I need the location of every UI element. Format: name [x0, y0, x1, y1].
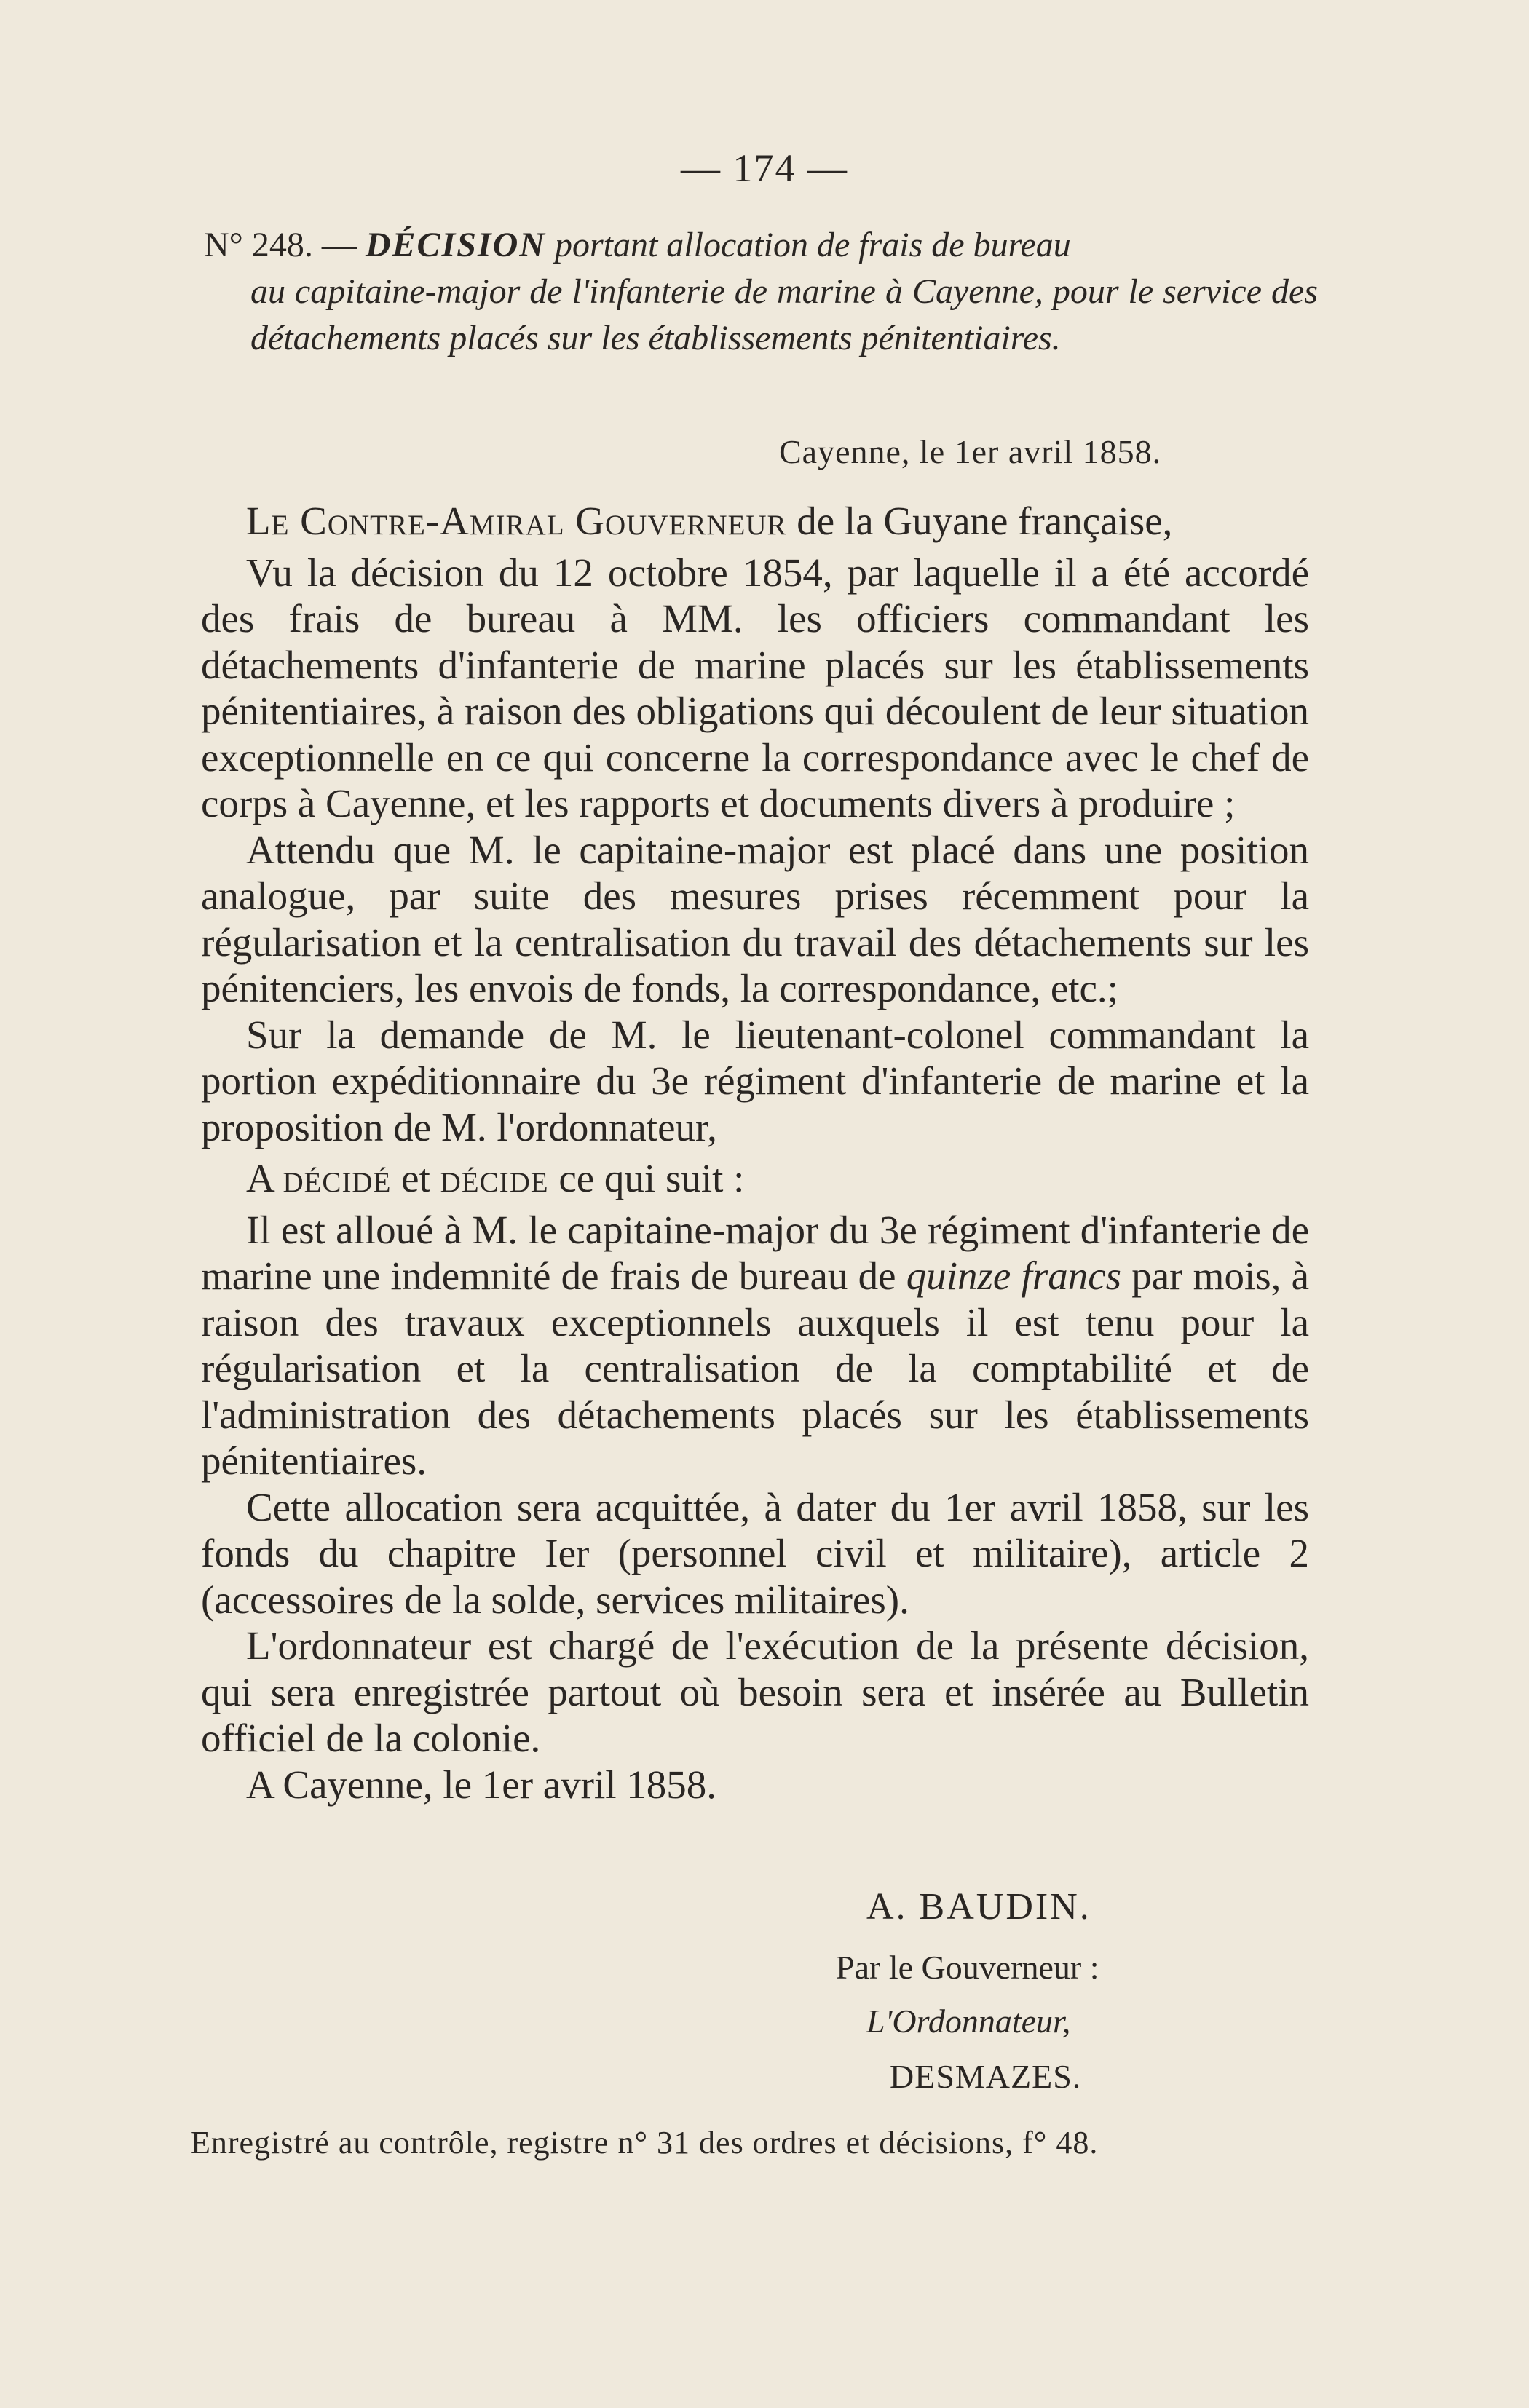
paragraph-demande: Sur la demande de M. le lieutenant-colonel commandant la portion expéditionnaire du 3e régiment d'infanterie de marine et la proposition de M. l'ordonnateur,	[201, 1012, 1309, 1149]
signature-role: L'Ordonnateur,	[866, 2003, 1071, 2040]
paragraph-place-date: A Cayenne, le 1er avril 1858.	[246, 1762, 717, 1807]
decide-rest: ce qui suit :	[558, 1156, 745, 1200]
decision-body	[201, 498, 1309, 1807]
dateline: Cayenne, le 1er avril 1858.	[779, 433, 1162, 470]
decide-word1: décidé	[283, 1156, 392, 1200]
decision-keyword: DÉCISION	[365, 226, 546, 264]
decision-title-rest: au capitaine-major de l'infanterie de marine à Cayenne, pour le service des détachements placés sur les établissements pénitentiaires.	[250, 272, 1318, 357]
signature-role-name: DESMAZES.	[890, 2058, 1082, 2095]
decide-et: et	[401, 1156, 430, 1200]
paragraph-vu: Vu la décision du 12 octobre 1854, par laquelle il a été accordé des frais de bureau à MM. les officiers commandant les détachements d'infanterie de marine placés sur les établissements pénitentiaires, à raison des obligations qui découlent de leur situation exceptionnelle en ce qui concerne la correspondance avec le chef de corps à Cayenne, et les rapports et documents divers à produire ;	[201, 550, 1309, 825]
registration-note: Enregistré au contrôle, registre n° 31 des ordres et décisions, f° 48.	[191, 2125, 1099, 2161]
allocation-start: Il est alloué à M. le capitaine-major du 3e régiment d'infanterie de marine une indemnité de frais de bureau de	[201, 1207, 1309, 1298]
signature-by: Par le Gouverneur :	[836, 1949, 1099, 1986]
decision-title	[204, 222, 1318, 362]
decision-title-line1: portant allocation de frais de bureau	[554, 226, 1071, 264]
decision-number: N° 248. —	[204, 226, 357, 264]
decide-word2: décide	[440, 1156, 549, 1200]
issuer-rest: de la Guyane française,	[797, 499, 1173, 543]
allocation-amount: quinze francs	[906, 1253, 1122, 1298]
paragraph-attendu: Attendu que M. le capitaine-major est placé dans une position analogue, par suite des mesures prises récemment pour la régularisation et la centralisation du travail des détachements sur les pénitenciers, les envois de fonds, la correspondance, etc.;	[201, 827, 1309, 1010]
page-number: — 174 —	[681, 146, 848, 190]
paragraph-payment: Cette allocation sera acquittée, à dater du 1er avril 1858, sur les fonds du chapitre Ier (personnel civil et militaire), article 2 (accessoires de la solde, services militaires).	[201, 1484, 1309, 1622]
decide-line	[201, 1155, 1309, 1202]
preamble-header	[201, 498, 1309, 544]
paragraph-allocation	[201, 1207, 1309, 1484]
decide-a: A	[246, 1156, 273, 1200]
paragraph-execution: L'ordonnateur est chargé de l'exécution de la présente décision, qui sera enregistrée partout où besoin sera et insérée au Bulletin officiel de la colonie.	[201, 1623, 1309, 1760]
issuer-title: Le Contre-Amiral Gouverneur	[246, 499, 787, 543]
signature-name: A. BAUDIN.	[866, 1886, 1091, 1928]
allocation-end: par mois, à raison des travaux exceptionnels auxquels il est tenu pour la régularisation et la centralisation de la comptabilité et de l'administration des détachements placés sur les établissements pénitentiaires.	[201, 1253, 1309, 1483]
